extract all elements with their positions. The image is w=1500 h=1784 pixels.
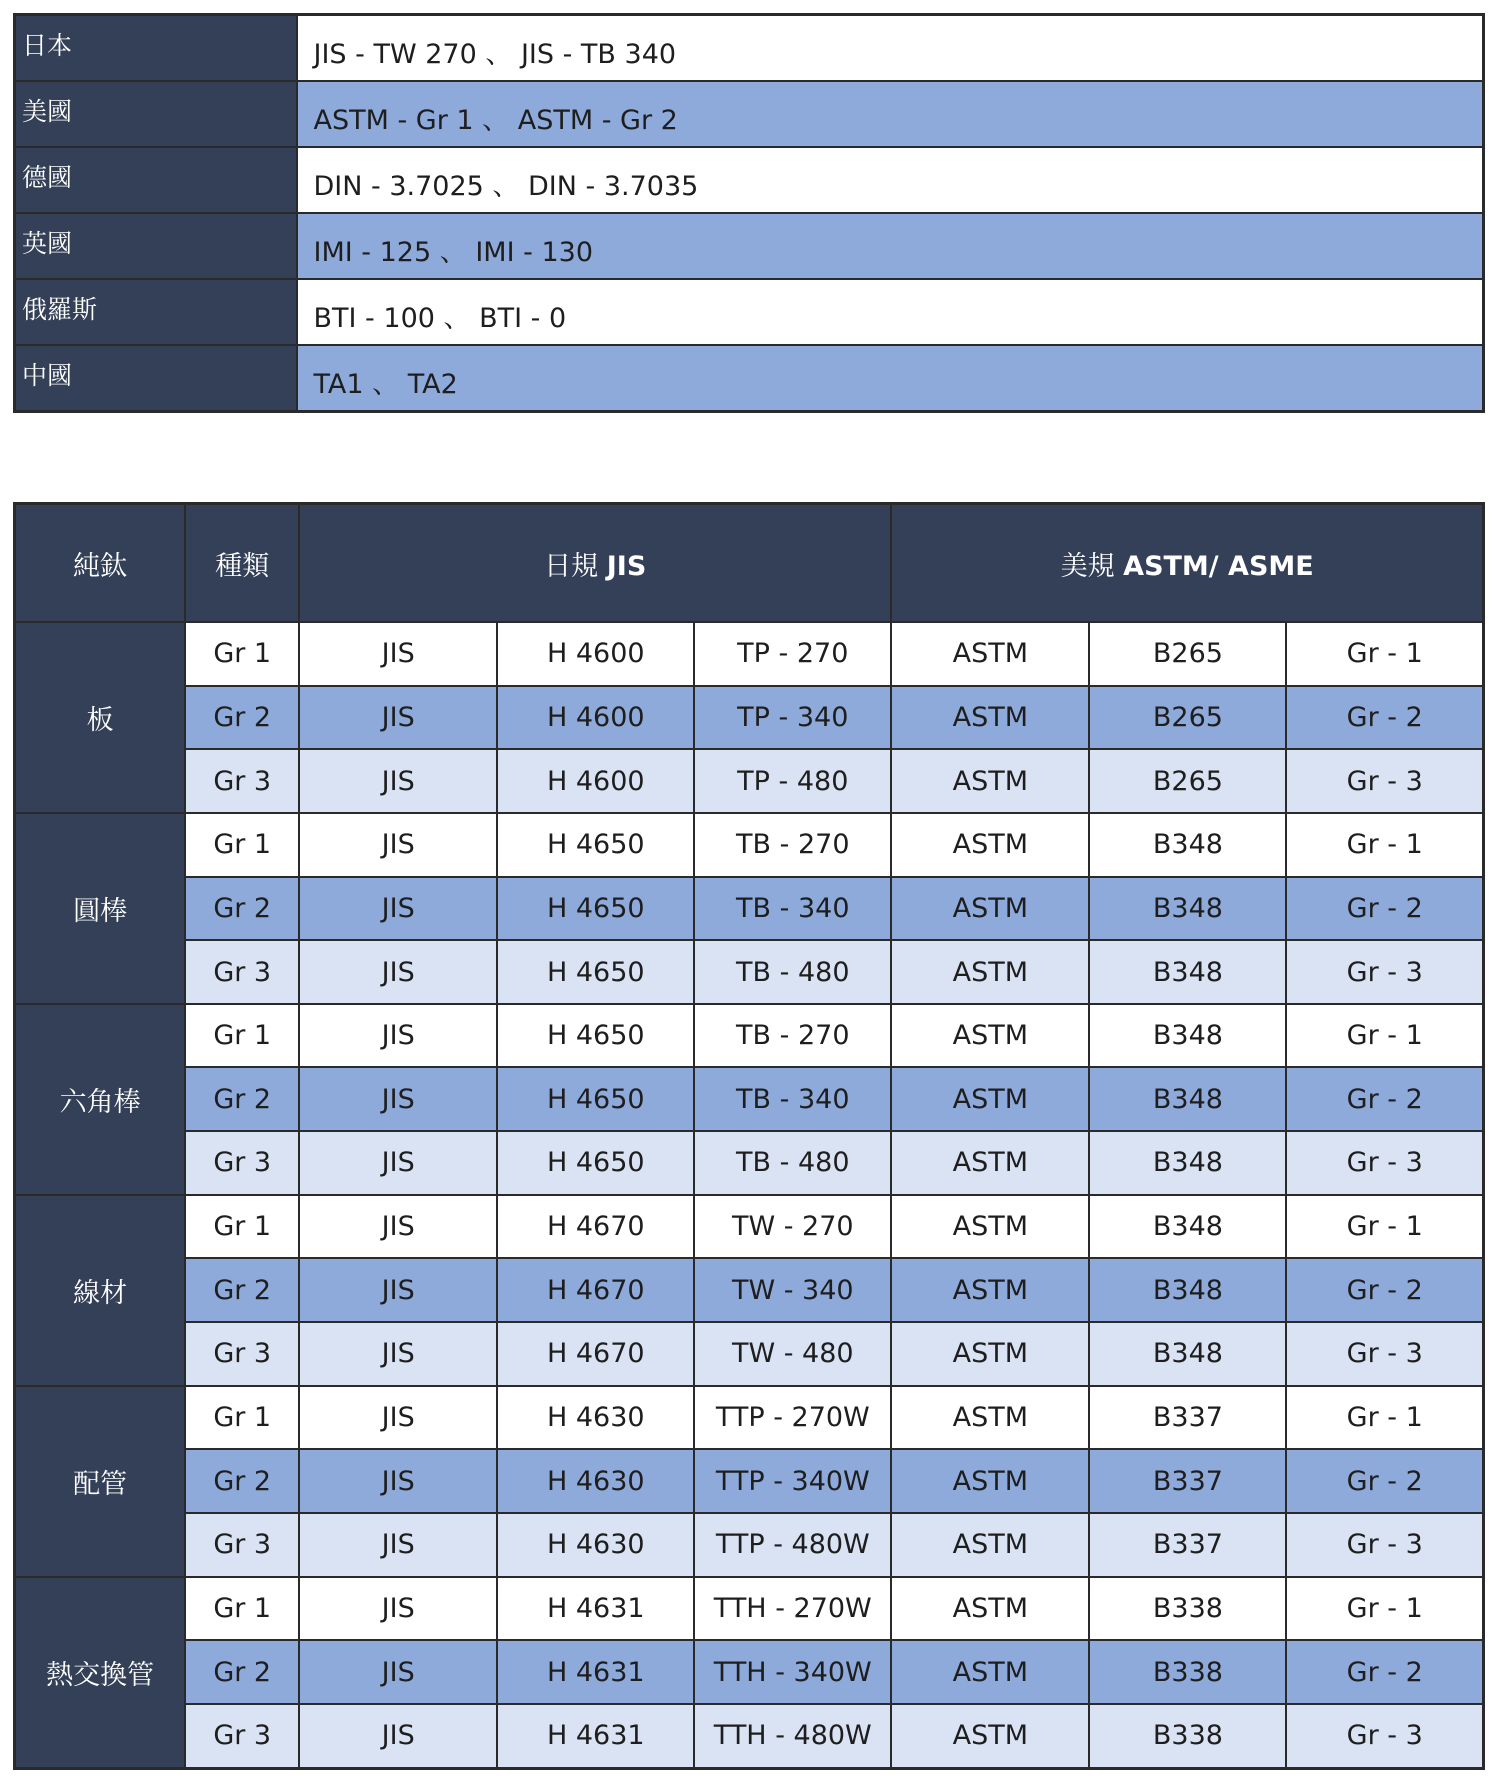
spec-row <box>15 1195 1484 1259</box>
astm-grade-cell: Gr - 3 <box>1286 1513 1483 1577</box>
grade-cell: Gr 2 <box>185 877 299 941</box>
spec-row <box>15 1131 1484 1195</box>
jis-number-cell: H 4631 <box>497 1577 694 1641</box>
grade-cell: Gr 1 <box>185 813 299 877</box>
grade-cell: Gr 1 <box>185 1004 299 1068</box>
grade-cell: Gr 1 <box>185 622 299 686</box>
astm-label-cell: ASTM <box>891 1004 1089 1068</box>
astm-grade-cell: Gr - 2 <box>1286 1449 1483 1513</box>
spec-row <box>15 1322 1484 1386</box>
jis-code-cell: TW - 480 <box>694 1322 891 1386</box>
category-cell: 六角棒 <box>15 1004 186 1195</box>
jis-label-cell: JIS <box>299 1195 497 1259</box>
header-astm-prefix: 美規 <box>1060 550 1115 582</box>
spec-row <box>15 686 1484 750</box>
jis-code-cell: TB - 270 <box>694 813 891 877</box>
header-astm <box>891 504 1483 623</box>
jis-label-cell: JIS <box>299 686 497 750</box>
country-standard-codes: DIN - 3.7025 、 DIN - 3.7035 <box>297 147 1484 213</box>
spec-row <box>15 1449 1484 1513</box>
jis-code-cell: TTH - 270W <box>694 1577 891 1641</box>
jis-number-cell: H 4650 <box>497 813 694 877</box>
header-astm-name: ASTM/ ASME <box>1123 550 1314 582</box>
jis-number-cell: H 4670 <box>497 1195 694 1259</box>
jis-number-cell: H 4650 <box>497 877 694 941</box>
country-standard-codes: TA1 、 TA2 <box>297 345 1484 412</box>
country-standard-codes: IMI - 125 、 IMI - 130 <box>297 213 1484 279</box>
jis-number-cell: H 4631 <box>497 1704 694 1769</box>
astm-number-cell: B337 <box>1089 1449 1286 1513</box>
jis-label-cell: JIS <box>299 877 497 941</box>
astm-number-cell: B348 <box>1089 1131 1286 1195</box>
category-cell: 圓棒 <box>15 813 186 1004</box>
spec-row <box>15 622 1484 686</box>
jis-code-cell: TTP - 270W <box>694 1386 891 1450</box>
grade-cell: Gr 3 <box>185 1322 299 1386</box>
country-name: 日本 <box>15 15 297 82</box>
jis-code-cell: TP - 480 <box>694 749 891 813</box>
header-jis <box>299 504 891 623</box>
jis-number-cell: H 4670 <box>497 1322 694 1386</box>
astm-number-cell: B348 <box>1089 1067 1286 1131</box>
jis-label-cell: JIS <box>299 1067 497 1131</box>
spec-row <box>15 1258 1484 1322</box>
grade-cell: Gr 2 <box>185 1067 299 1131</box>
astm-number-cell: B348 <box>1089 1322 1286 1386</box>
jis-label-cell: JIS <box>299 1004 497 1068</box>
astm-label-cell: ASTM <box>891 686 1089 750</box>
grade-cell: Gr 2 <box>185 686 299 750</box>
category-cell: 熱交換管 <box>15 1577 186 1769</box>
header-type: 種類 <box>185 504 299 623</box>
grade-cell: Gr 3 <box>185 940 299 1004</box>
jis-number-cell: H 4650 <box>497 1067 694 1131</box>
category-cell: 配管 <box>15 1386 186 1577</box>
grade-cell: Gr 3 <box>185 1704 299 1769</box>
astm-number-cell: B348 <box>1089 1258 1286 1322</box>
jis-code-cell: TTH - 480W <box>694 1704 891 1769</box>
astm-grade-cell: Gr - 1 <box>1286 1386 1483 1450</box>
jis-label-cell: JIS <box>299 1577 497 1641</box>
jis-number-cell: H 4650 <box>497 1004 694 1068</box>
jis-number-cell: H 4631 <box>497 1640 694 1704</box>
astm-grade-cell: Gr - 2 <box>1286 1067 1483 1131</box>
jis-label-cell: JIS <box>299 1131 497 1195</box>
spec-row <box>15 1004 1484 1068</box>
jis-code-cell: TTH - 340W <box>694 1640 891 1704</box>
country-name: 俄羅斯 <box>15 279 297 345</box>
titanium-spec-table <box>13 502 1485 1770</box>
astm-label-cell: ASTM <box>891 1322 1089 1386</box>
astm-label-cell: ASTM <box>891 813 1089 877</box>
astm-label-cell: ASTM <box>891 1195 1089 1259</box>
astm-number-cell: B265 <box>1089 622 1286 686</box>
astm-number-cell: B265 <box>1089 749 1286 813</box>
country-row <box>15 213 1484 279</box>
astm-label-cell: ASTM <box>891 1704 1089 1769</box>
jis-code-cell: TW - 340 <box>694 1258 891 1322</box>
jis-code-cell: TB - 480 <box>694 940 891 1004</box>
grade-cell: Gr 3 <box>185 1131 299 1195</box>
spec-row <box>15 1067 1484 1131</box>
category-cell: 板 <box>15 622 186 813</box>
header-jis-name: JIS <box>606 550 647 582</box>
jis-number-cell: H 4650 <box>497 1131 694 1195</box>
spec-table-body <box>15 622 1484 1769</box>
spec-header-row <box>15 504 1484 623</box>
spec-row <box>15 813 1484 877</box>
jis-label-cell: JIS <box>299 1258 497 1322</box>
jis-label-cell: JIS <box>299 940 497 1004</box>
jis-number-cell: H 4630 <box>497 1386 694 1450</box>
grade-cell: Gr 2 <box>185 1449 299 1513</box>
jis-label-cell: JIS <box>299 1640 497 1704</box>
grade-cell: Gr 2 <box>185 1640 299 1704</box>
astm-label-cell: ASTM <box>891 1386 1089 1450</box>
header-pure-titanium: 純鈦 <box>15 504 186 623</box>
astm-grade-cell: Gr - 2 <box>1286 1640 1483 1704</box>
astm-label-cell: ASTM <box>891 1513 1089 1577</box>
jis-number-cell: H 4630 <box>497 1449 694 1513</box>
jis-code-cell: TB - 340 <box>694 877 891 941</box>
category-cell: 線材 <box>15 1195 186 1386</box>
astm-grade-cell: Gr - 3 <box>1286 749 1483 813</box>
astm-label-cell: ASTM <box>891 1577 1089 1641</box>
spec-row <box>15 1704 1484 1769</box>
country-row <box>15 15 1484 82</box>
grade-cell: Gr 3 <box>185 749 299 813</box>
jis-code-cell: TB - 480 <box>694 1131 891 1195</box>
astm-label-cell: ASTM <box>891 877 1089 941</box>
grade-cell: Gr 3 <box>185 1513 299 1577</box>
astm-label-cell: ASTM <box>891 940 1089 1004</box>
jis-code-cell: TB - 340 <box>694 1067 891 1131</box>
astm-number-cell: B338 <box>1089 1640 1286 1704</box>
country-name: 美國 <box>15 81 297 147</box>
country-standard-codes: JIS - TW 270 、 JIS - TB 340 <box>297 15 1484 82</box>
astm-grade-cell: Gr - 1 <box>1286 1577 1483 1641</box>
astm-label-cell: ASTM <box>891 1258 1089 1322</box>
astm-grade-cell: Gr - 3 <box>1286 940 1483 1004</box>
jis-label-cell: JIS <box>299 1386 497 1450</box>
jis-number-cell: H 4600 <box>497 686 694 750</box>
astm-grade-cell: Gr - 3 <box>1286 1704 1483 1769</box>
grade-cell: Gr 2 <box>185 1258 299 1322</box>
astm-grade-cell: Gr - 3 <box>1286 1131 1483 1195</box>
astm-label-cell: ASTM <box>891 1449 1089 1513</box>
country-standard-codes: BTI - 100 、 BTI - 0 <box>297 279 1484 345</box>
country-row <box>15 147 1484 213</box>
astm-number-cell: B348 <box>1089 940 1286 1004</box>
spec-row <box>15 1386 1484 1450</box>
astm-grade-cell: Gr - 1 <box>1286 813 1483 877</box>
jis-number-cell: H 4630 <box>497 1513 694 1577</box>
astm-number-cell: B338 <box>1089 1704 1286 1769</box>
country-row <box>15 279 1484 345</box>
jis-label-cell: JIS <box>299 749 497 813</box>
astm-label-cell: ASTM <box>891 1640 1089 1704</box>
grade-cell: Gr 1 <box>185 1195 299 1259</box>
astm-number-cell: B348 <box>1089 1195 1286 1259</box>
jis-code-cell: TP - 340 <box>694 686 891 750</box>
astm-grade-cell: Gr - 1 <box>1286 1004 1483 1068</box>
jis-number-cell: H 4600 <box>497 749 694 813</box>
grade-cell: Gr 1 <box>185 1386 299 1450</box>
spec-row <box>15 1577 1484 1641</box>
astm-label-cell: ASTM <box>891 1131 1089 1195</box>
jis-code-cell: TP - 270 <box>694 622 891 686</box>
jis-number-cell: H 4670 <box>497 1258 694 1322</box>
astm-grade-cell: Gr - 2 <box>1286 1258 1483 1322</box>
country-name: 英國 <box>15 213 297 279</box>
jis-code-cell: TTP - 340W <box>694 1449 891 1513</box>
jis-code-cell: TB - 270 <box>694 1004 891 1068</box>
astm-number-cell: B348 <box>1089 813 1286 877</box>
jis-number-cell: H 4600 <box>497 622 694 686</box>
country-name: 中國 <box>15 345 297 412</box>
astm-number-cell: B348 <box>1089 1004 1286 1068</box>
country-row <box>15 81 1484 147</box>
jis-label-cell: JIS <box>299 622 497 686</box>
astm-grade-cell: Gr - 1 <box>1286 1195 1483 1259</box>
astm-label-cell: ASTM <box>891 1067 1089 1131</box>
country-name: 德國 <box>15 147 297 213</box>
astm-number-cell: B337 <box>1089 1513 1286 1577</box>
astm-number-cell: B337 <box>1089 1386 1286 1450</box>
spec-row <box>15 1640 1484 1704</box>
jis-number-cell: H 4650 <box>497 940 694 1004</box>
country-row <box>15 345 1484 412</box>
country-standards-table <box>13 13 1485 413</box>
country-standards-body <box>15 15 1484 412</box>
jis-label-cell: JIS <box>299 1449 497 1513</box>
astm-grade-cell: Gr - 1 <box>1286 622 1483 686</box>
astm-grade-cell: Gr - 2 <box>1286 877 1483 941</box>
astm-grade-cell: Gr - 2 <box>1286 686 1483 750</box>
spec-row <box>15 1513 1484 1577</box>
grade-cell: Gr 1 <box>185 1577 299 1641</box>
jis-label-cell: JIS <box>299 1513 497 1577</box>
jis-label-cell: JIS <box>299 1704 497 1769</box>
jis-label-cell: JIS <box>299 813 497 877</box>
country-standard-codes: ASTM - Gr 1 、 ASTM - Gr 2 <box>297 81 1484 147</box>
jis-label-cell: JIS <box>299 1322 497 1386</box>
jis-code-cell: TTP - 480W <box>694 1513 891 1577</box>
spec-row <box>15 940 1484 1004</box>
astm-number-cell: B348 <box>1089 877 1286 941</box>
astm-number-cell: B265 <box>1089 686 1286 750</box>
spec-row <box>15 749 1484 813</box>
header-jis-prefix: 日規 <box>544 550 599 582</box>
astm-number-cell: B338 <box>1089 1577 1286 1641</box>
astm-grade-cell: Gr - 3 <box>1286 1322 1483 1386</box>
astm-label-cell: ASTM <box>891 749 1089 813</box>
spec-row <box>15 877 1484 941</box>
astm-label-cell: ASTM <box>891 622 1089 686</box>
jis-code-cell: TW - 270 <box>694 1195 891 1259</box>
